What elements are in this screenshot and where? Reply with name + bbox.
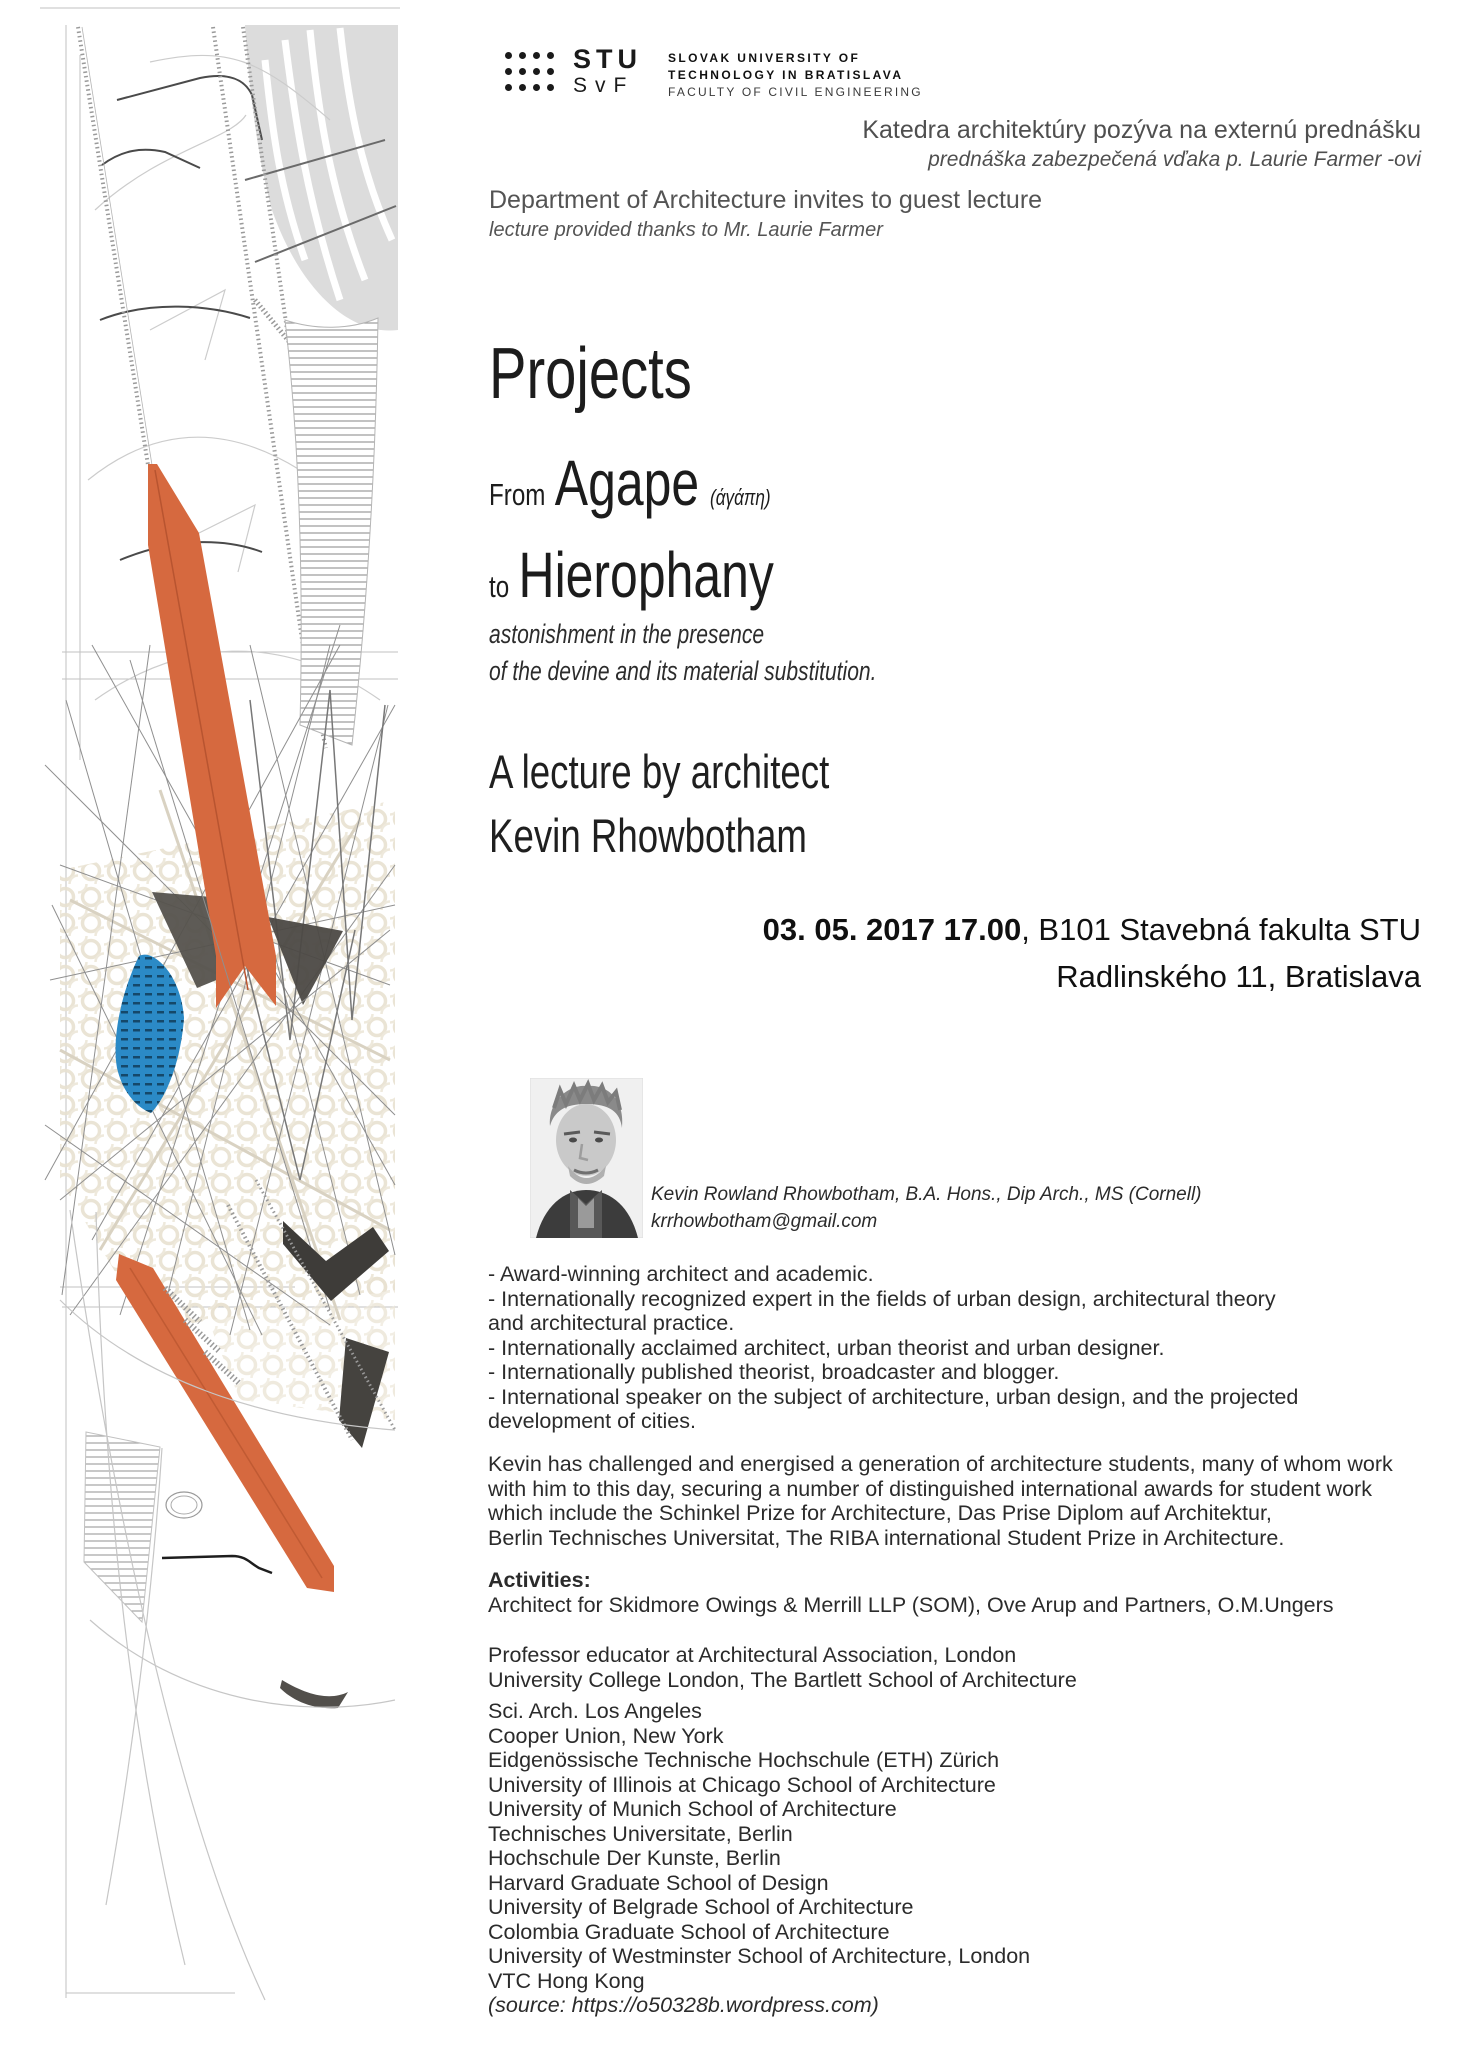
- speaker-caption: [651, 1181, 1202, 1235]
- bio-paragraph-line: with him to this day, securing a number of distinguished international awards for student work: [488, 1476, 1372, 1501]
- professor-lines: [488, 1643, 1077, 1692]
- lecture-by: [489, 740, 829, 868]
- to-label: to: [489, 569, 510, 604]
- lecture-by-line2: Kevin Rhowbotham: [489, 809, 807, 862]
- event-venue: , B101 Stavebná fakulta STU: [1021, 912, 1421, 947]
- professor-line: Professor educator at Architectural Association, London: [488, 1643, 1017, 1667]
- institution-line: Sci. Arch. Los Angeles: [488, 1699, 702, 1723]
- faculty-line: FACULTY OF CIVIL ENGINEERING: [668, 85, 923, 99]
- bio-bullet-line: - Internationally published theorist, broadcaster and blogger.: [488, 1360, 1060, 1384]
- bio-paragraph-line: which include the Schinkel Prize for Architecture, Das Prise Diplom auf Architektur,: [488, 1501, 1272, 1525]
- event-info: [763, 906, 1421, 1000]
- activities-section: [488, 1568, 1334, 1617]
- institution-line: Colombia Graduate School of Architecture: [488, 1919, 890, 1944]
- stu-logo-svf: SvF: [573, 74, 635, 97]
- bio-bullet-line: development of cities.: [488, 1409, 696, 1433]
- university-line2: TECHNOLOGY IN BRATISLAVA: [668, 68, 904, 82]
- stu-logo-dots-icon: [505, 44, 561, 100]
- activities-heading: Activities:: [488, 1568, 591, 1592]
- institution-line: University of Munich School of Architecture: [488, 1797, 897, 1821]
- from-greek: (άγάπη): [710, 485, 771, 510]
- bio-bullet-line: - Award-winning architect and academic.: [488, 1262, 874, 1286]
- title-subtitle: [489, 616, 877, 690]
- invite-slovak-thanks: prednáška zabezpečená vďaka p. Laurie Farmer -ovi: [928, 148, 1421, 171]
- institution-line: University of Belgrade School of Architecture: [488, 1895, 914, 1919]
- title-from-line: [489, 448, 771, 518]
- bio-bullet-line: and architectural practice.: [488, 1311, 735, 1335]
- bio-paragraph-line: Kevin has challenged and energised a generation of architecture students, many of whom work: [488, 1452, 1393, 1476]
- institution-line: Hochschule Der Kunste, Berlin: [488, 1846, 781, 1870]
- stu-logo: [505, 44, 923, 101]
- institution-line: Eidgenössische Technische Hochschule (ETH) Zürich: [488, 1748, 1000, 1772]
- event-datetime-line: [763, 906, 1421, 953]
- speaker-photo: [530, 1078, 643, 1238]
- invite-english: [489, 186, 1042, 242]
- speaker-caption-name: Kevin Rowland Rhowbotham, B.A. Hons., Dip Arch., MS (Cornell): [651, 1184, 1202, 1205]
- bio-bullet-line: - International speaker on the subject of architecture, urban design, and the projected: [488, 1384, 1299, 1409]
- bio-bullet-line: - Internationally recognized expert in the fields of urban design, architectural theory: [488, 1286, 1276, 1311]
- invite-slovak-title: Katedra architektúry pozýva na externú prednášku: [862, 116, 1421, 144]
- professor-line: University College London, The Bartlett School of Architecture: [488, 1667, 1077, 1692]
- institutions-list: [488, 1699, 1030, 1993]
- institution-line: Harvard Graduate School of Design: [488, 1870, 829, 1895]
- bio-paragraph-line: Berlin Technisches Universitat, The RIBA international Student Prize in Architecture.: [488, 1525, 1285, 1550]
- institution-line: University of Westminster School of Architecture, London: [488, 1944, 1031, 1968]
- invite-english-title: Department of Architecture invites to guest lecture: [489, 186, 1043, 214]
- stu-logo-stu: STU: [573, 44, 642, 74]
- title-to-line: [489, 540, 774, 610]
- speaker-caption-email: krrhowbotham@gmail.com: [651, 1211, 878, 1232]
- activities-architect-line: Architect for Skidmore Owings & Merrill LLP (SOM), Ove Arup and Partners, O.M.Ungers: [488, 1592, 1334, 1617]
- from-label: From: [489, 477, 546, 512]
- lecture-by-line1: A lecture by architect: [489, 745, 830, 798]
- event-datetime: 03. 05. 2017 17.00: [762, 912, 1022, 947]
- invite-english-thanks: lecture provided thanks to Mr. Laurie Farmer: [489, 219, 883, 241]
- institution-line: Technisches Universitate, Berlin: [488, 1821, 793, 1846]
- subtitle-line1: astonishment in the presence: [489, 619, 765, 649]
- bio-bullet-list: [488, 1262, 1298, 1434]
- poster-title: Projects: [489, 334, 692, 414]
- bio-paragraph: [488, 1452, 1393, 1550]
- artwork-illustration: [0, 0, 400, 2048]
- subtitle-line2: of the devine and its material substitution.: [489, 656, 877, 686]
- institution-line: University of Illinois at Chicago School of Architecture: [488, 1772, 996, 1797]
- source-line: (source: https://o50328b.wordpress.com): [488, 1993, 879, 2017]
- to-word: Hierophany: [518, 539, 774, 611]
- university-name: [668, 44, 923, 101]
- event-address: Radlinského 11, Bratislava: [1056, 959, 1421, 994]
- university-line1: SLOVAK UNIVERSITY OF: [668, 51, 861, 65]
- stu-logo-text: [573, 44, 642, 98]
- invite-slovak: [862, 116, 1421, 172]
- from-word: Agape: [554, 447, 700, 519]
- institution-line: Cooper Union, New York: [488, 1723, 724, 1748]
- institutions-section: [488, 1699, 1030, 2018]
- institution-line: VTC Hong Kong: [488, 1968, 645, 1993]
- bio-bullet-line: - Internationally acclaimed architect, urban theorist and urban designer.: [488, 1335, 1165, 1360]
